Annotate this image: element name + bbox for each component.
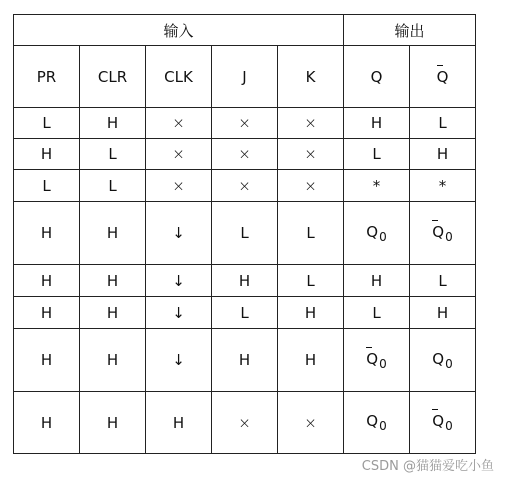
cell-q: H (344, 265, 410, 297)
cell-q-bar: * (410, 170, 476, 202)
table-row (14, 265, 476, 297)
q-subscript: 0 (445, 356, 453, 371)
q-symbol: Q (370, 67, 383, 86)
table-row (14, 297, 476, 329)
table-row (14, 139, 476, 170)
q0-bar-symbol: Q (432, 412, 445, 430)
cell-pr: H (14, 265, 80, 297)
q-bar-symbol: Q (436, 67, 449, 86)
cell-pr: L (14, 108, 80, 139)
cell-q: * (344, 170, 410, 202)
cell-clk: × (146, 108, 212, 139)
cell-clr: H (80, 265, 146, 297)
cell-k: × (278, 170, 344, 202)
cell-clr: H (80, 392, 146, 454)
col-header-clr: CLR (80, 46, 146, 108)
q0-bar-symbol: Q (366, 349, 379, 368)
cell-clk: × (146, 139, 212, 170)
cell-clr: H (80, 329, 146, 392)
cell-k: × (278, 392, 344, 454)
table-row (14, 108, 476, 139)
cell-clk: ↓ (146, 297, 212, 329)
cell-q-bar (410, 329, 476, 392)
cell-k: × (278, 139, 344, 170)
cell-clr: H (80, 297, 146, 329)
q0-symbol: Q (366, 412, 379, 430)
cell-pr: H (14, 297, 80, 329)
col-header-pr: PR (14, 46, 80, 108)
col-header-q (344, 46, 410, 108)
cell-j: H (212, 329, 278, 392)
cell-clr: H (80, 202, 146, 265)
watermark: CSDN @猫猫爱吃小鱼 (361, 459, 494, 474)
cell-k: × (278, 108, 344, 139)
table-row (14, 202, 476, 265)
cell-j: × (212, 108, 278, 139)
cell-q-bar: H (410, 139, 476, 170)
cell-pr: H (14, 329, 80, 392)
cell-j: × (212, 392, 278, 454)
cell-pr: L (14, 170, 80, 202)
cell-clk: ↓ (146, 329, 212, 392)
cell-q (344, 392, 410, 454)
cell-k: H (278, 297, 344, 329)
q-subscript: 0 (379, 356, 387, 371)
cell-q: H (344, 108, 410, 139)
cell-clr: L (80, 139, 146, 170)
table-row (14, 392, 476, 454)
cell-q (344, 329, 410, 392)
cell-k: L (278, 202, 344, 265)
q0-bar-symbol: Q (432, 222, 445, 241)
cell-clk: ↓ (146, 202, 212, 265)
cell-clr: L (80, 170, 146, 202)
cell-q-bar: L (410, 265, 476, 297)
cell-k: H (278, 329, 344, 392)
cell-k: L (278, 265, 344, 297)
cell-q-bar: L (410, 108, 476, 139)
cell-q (344, 202, 410, 265)
q-subscript: 0 (445, 419, 453, 433)
cell-q-bar (410, 202, 476, 265)
col-header-k: K (278, 46, 344, 108)
table-row (14, 170, 476, 202)
cell-clr: H (80, 108, 146, 139)
cell-q: L (344, 139, 410, 170)
table-row (14, 329, 476, 392)
q-subscript: 0 (445, 229, 453, 244)
q0-symbol: Q (432, 349, 445, 368)
cell-q-bar: H (410, 297, 476, 329)
cell-pr: H (14, 392, 80, 454)
cell-clk: ↓ (146, 265, 212, 297)
cell-j: H (212, 265, 278, 297)
q-subscript: 0 (379, 229, 387, 244)
column-header-row (14, 46, 476, 108)
col-header-clk: CLK (146, 46, 212, 108)
cell-j: L (212, 202, 278, 265)
inputs-group-header: 输入 (14, 15, 344, 46)
cell-pr: H (14, 139, 80, 170)
col-header-q-bar (410, 46, 476, 108)
cell-q-bar (410, 392, 476, 454)
col-header-j: J (212, 46, 278, 108)
cell-clk: H (146, 392, 212, 454)
cell-j: L (212, 297, 278, 329)
cell-clk: × (146, 170, 212, 202)
cell-q: L (344, 297, 410, 329)
q-subscript: 0 (379, 419, 387, 433)
group-header-row (14, 15, 476, 46)
outputs-group-header: 输出 (344, 15, 476, 46)
q0-symbol: Q (366, 222, 379, 241)
cell-j: × (212, 139, 278, 170)
truth-table (13, 14, 476, 454)
cell-pr: H (14, 202, 80, 265)
cell-j: × (212, 170, 278, 202)
